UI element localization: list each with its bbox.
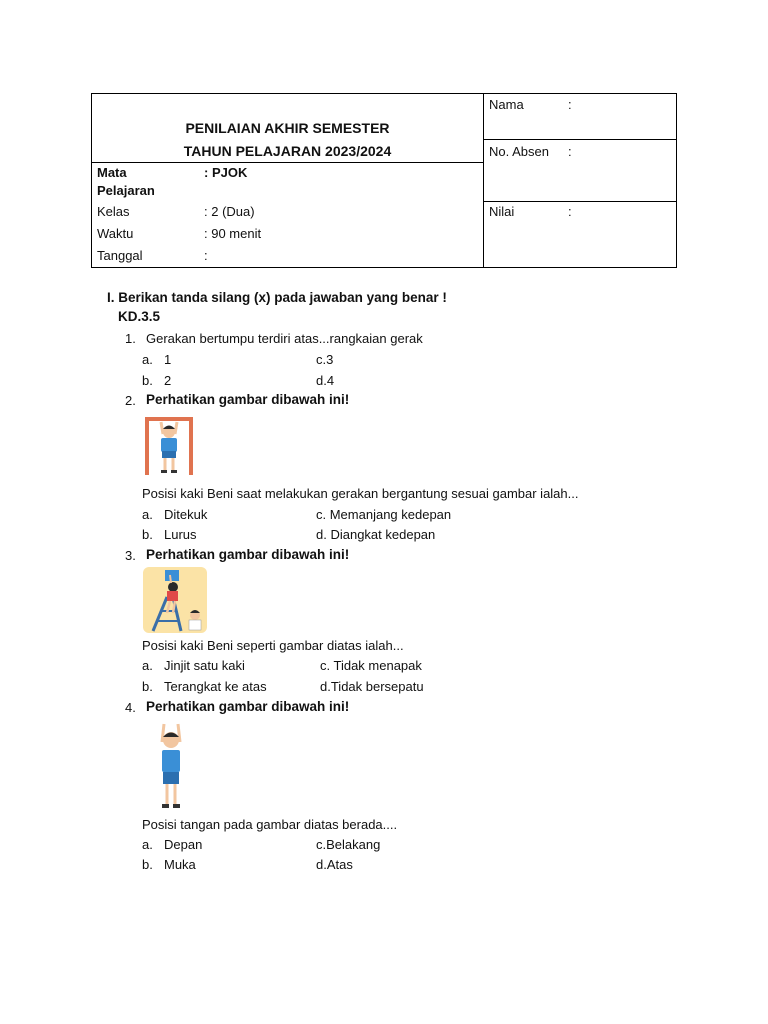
option-d[interactable]: d.Tidak bersepatu [320,679,424,694]
question-text: Perhatikan gambar dibawah ini! [146,699,350,714]
question-prompt: Posisi kaki Beni seperti gambar diatas ialah... [142,638,404,653]
absen-label: No. Absen [489,144,549,159]
option-d[interactable]: d.4 [316,373,335,388]
nama-label: Nama [489,97,524,112]
option-c[interactable]: c. Memanjang kedepan [316,507,452,522]
hanging-bar-illustration [143,414,195,476]
question-text: Gerakan bertumpu terdiri atas...rangkaian gerak [146,331,423,346]
waktu-label: Waktu [97,226,134,241]
option-b[interactable]: Terangkat ke atas [164,679,267,694]
header-table [91,93,677,268]
option-letter: b. [142,373,153,388]
tanggal-value: : [204,248,208,263]
absen-field[interactable]: : [568,144,572,159]
tanggal-label: Tanggal [97,248,143,263]
header-divider [483,94,484,267]
climbing-illustration [143,567,207,633]
option-letter: b. [142,527,153,542]
option-a[interactable]: 1 [164,352,172,367]
option-b[interactable]: 2 [164,373,172,388]
exam-year: TAHUN PELAJARAN 2023/2024 [183,143,392,159]
mapel-label-2: Pelajaran [97,183,155,198]
option-a[interactable]: Jinjit satu kaki [164,658,245,673]
option-letter: a. [142,352,153,367]
question-number: 1. [125,331,136,346]
option-letter: a. [142,507,153,522]
question-number: 2. [125,393,136,408]
option-b[interactable]: Lurus [164,527,197,542]
option-b[interactable]: Muka [164,857,196,872]
arms-up-illustration [150,720,192,812]
mapel-value: : PJOK [204,165,248,180]
option-letter: a. [142,658,153,673]
option-d[interactable]: d.Atas [316,857,353,872]
waktu-value: : 90 menit [204,226,262,241]
option-c[interactable]: c.Belakang [316,837,381,852]
question-prompt: Posisi tangan pada gambar diatas berada.... [142,817,398,832]
section-heading: I. Berikan tanda silang (x) pada jawaban yang benar ! [107,290,447,305]
kelas-value: : 2 (Dua) [204,204,255,219]
question-number: 3. [125,548,136,563]
question-text: Perhatikan gambar dibawah ini! [146,547,350,562]
header-divider [483,139,676,140]
option-a[interactable]: Ditekuk [164,507,208,522]
header-divider [92,162,483,163]
option-letter: b. [142,857,153,872]
kd-label: KD.3.5 [118,309,161,324]
option-c[interactable]: c. Tidak menapak [320,658,422,673]
question-prompt: Posisi kaki Beni saat melakukan gerakan bergantung sesuai gambar ialah... [142,486,579,501]
option-d[interactable]: d. Diangkat kedepan [316,527,436,542]
question-number: 4. [125,700,136,715]
option-letter: a. [142,837,153,852]
nilai-field[interactable]: : [568,204,572,219]
option-a[interactable]: Depan [164,837,203,852]
header-divider [483,201,676,202]
exam-title: PENILAIAN AKHIR SEMESTER [185,120,390,136]
question-text: Perhatikan gambar dibawah ini! [146,392,350,407]
nama-field[interactable]: : [568,97,572,112]
option-letter: b. [142,679,153,694]
mapel-label: Mata [97,165,127,180]
kelas-label: Kelas [97,204,130,219]
option-c[interactable]: c.3 [316,352,334,367]
nilai-label: Nilai [489,204,515,219]
